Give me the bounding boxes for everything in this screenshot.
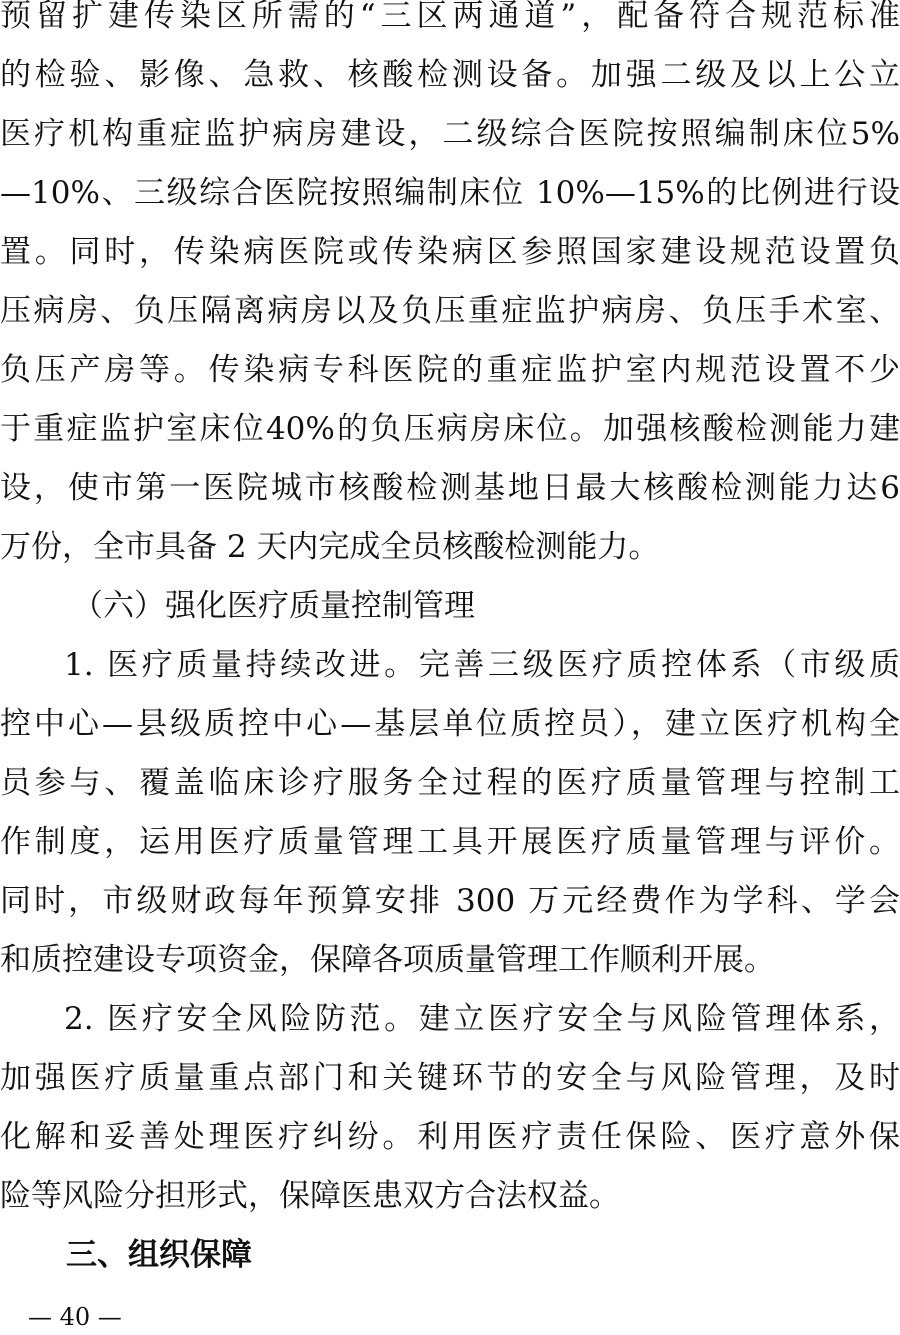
- paragraph-start-line: 1. 医疗质量持续改进。完善三级医疗质控体系（市级质: [64, 647, 900, 683]
- text-line: 加强医疗质量重点部门和关键环节的安全与风险管理，及时: [0, 1060, 900, 1096]
- text-line: 控中心—县级质控中心—基层单位质控员），建立医疗机构全: [0, 706, 900, 742]
- text-line: 预留扩建传染区所需的“三区两通道”，配备符合规范标准: [0, 0, 900, 34]
- text-line: 险等风险分担形式，保障医患双方合法权益。: [0, 1178, 620, 1214]
- text-line: —10%、三级综合医院按照编制床位 10%—15%的比例进行设: [0, 175, 900, 211]
- page-number: — 40 —: [28, 1303, 122, 1331]
- text-line: 和质控建设专项资金，保障各项质量管理工作顺利开展。: [0, 942, 775, 978]
- text-line: 医疗机构重症监护病房建设，二级综合医院按照编制床位5%: [0, 116, 900, 152]
- text-line: 万份，全市具备 2 天内完成全员核酸检测能力。: [0, 529, 660, 565]
- section-heading: （六）强化医疗质量控制管理: [72, 588, 475, 624]
- paragraph-start-line: 2. 医疗安全风险防范。建立医疗安全与风险管理体系，: [64, 1001, 900, 1037]
- text-line: 化解和妥善处理医疗纠纷。利用医疗责任保险、医疗意外保: [0, 1119, 900, 1155]
- text-line: 置。同时，传染病医院或传染病区参照国家建设规范设置负: [0, 234, 900, 270]
- chapter-heading: 三、组织保障: [66, 1237, 252, 1273]
- text-line: 于重症监护室床位40%的负压病房床位。加强核酸检测能力建: [0, 411, 900, 447]
- text-line: 作制度，运用医疗质量管理工具开展医疗质量管理与评价。: [0, 824, 900, 860]
- text-line: 的检验、影像、急救、核酸检测设备。加强二级及以上公立: [0, 57, 900, 93]
- text-line: 压病房、负压隔离病房以及负压重症监护病房、负压手术室、: [0, 293, 900, 329]
- text-line: 负压产房等。传染病专科医院的重症监护室内规范设置不少: [0, 352, 900, 388]
- text-line: 设，使市第一医院城市核酸检测基地日最大核酸检测能力达6: [0, 470, 900, 506]
- text-line: 员参与、覆盖临床诊疗服务全过程的医疗质量管理与控制工: [0, 765, 900, 801]
- text-line: 同时，市级财政每年预算安排 300 万元经费作为学科、学会: [0, 883, 900, 919]
